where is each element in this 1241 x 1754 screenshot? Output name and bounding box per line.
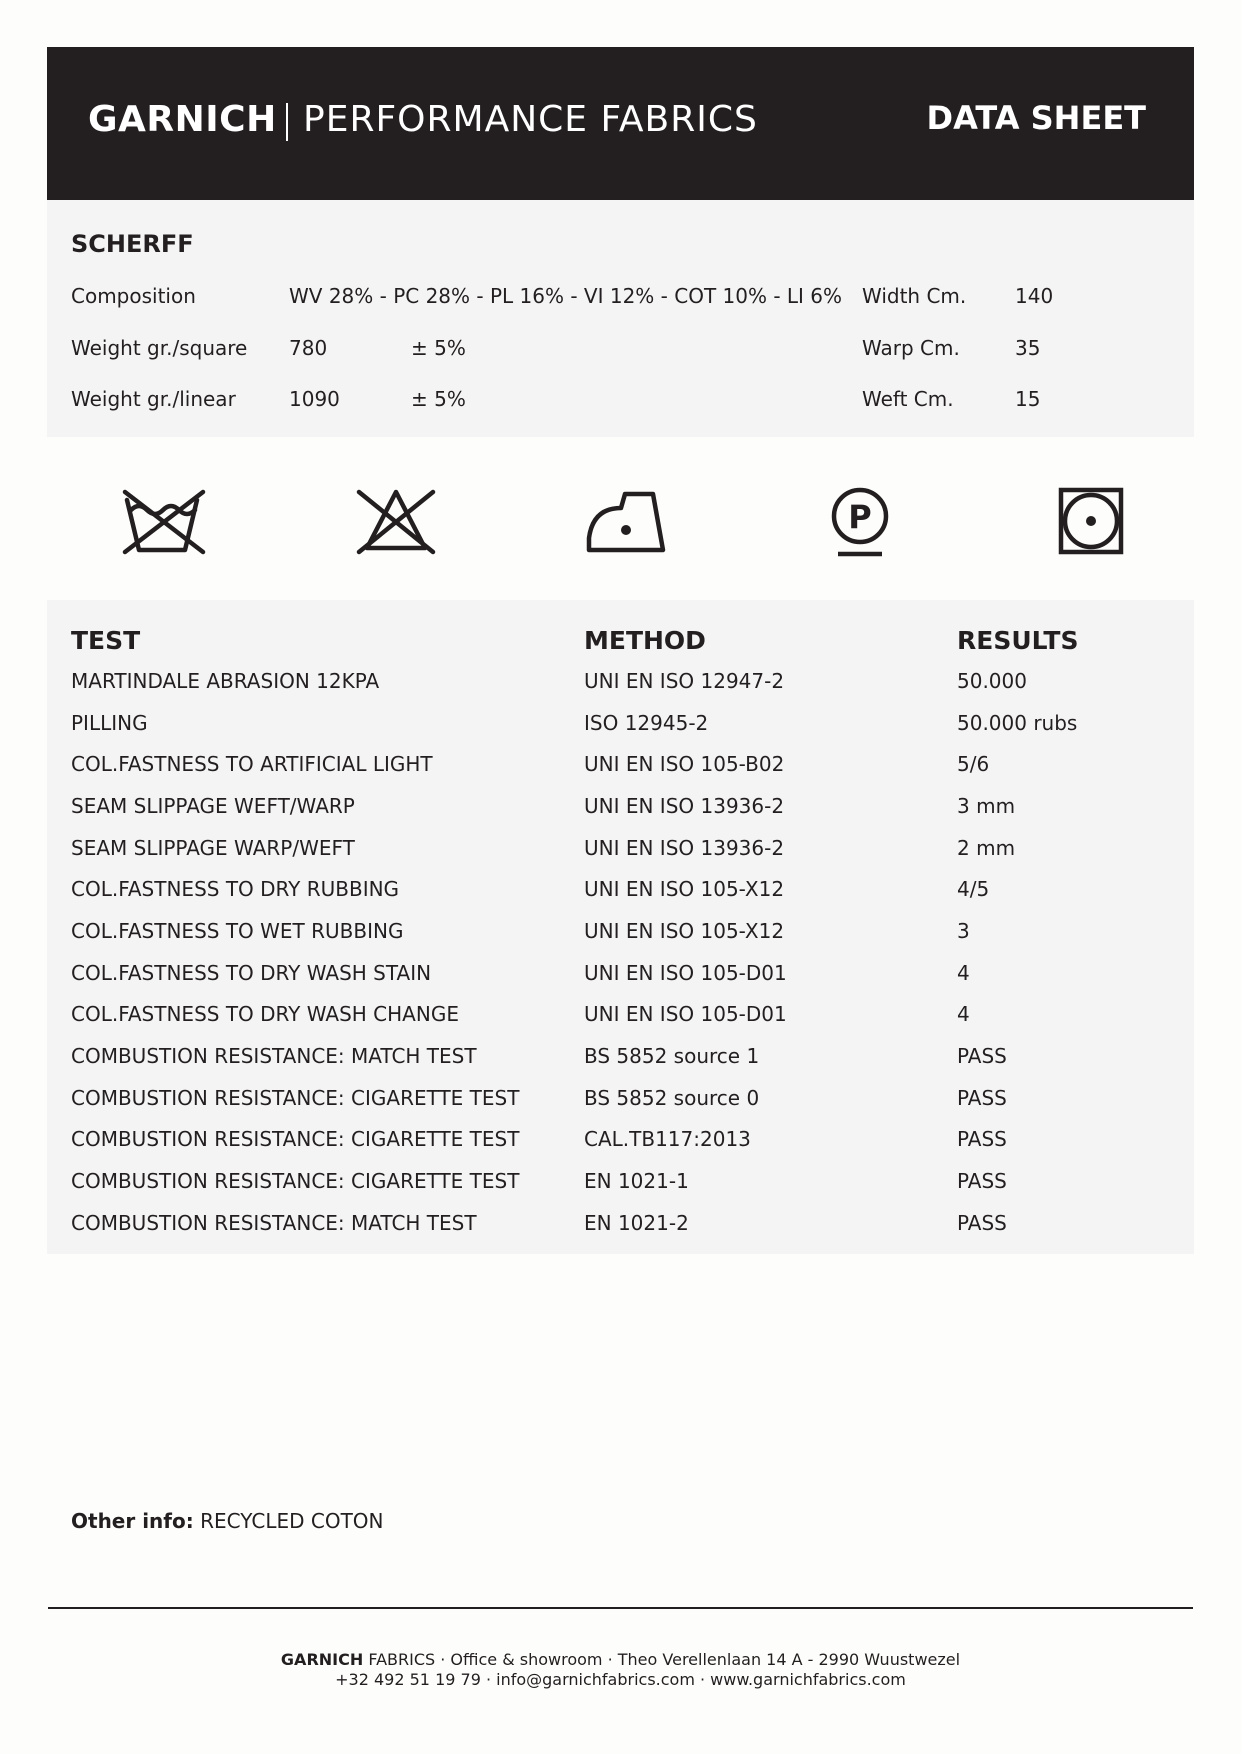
header-method: METHOD (584, 626, 706, 655)
tumble-dry-low-icon (1047, 484, 1137, 560)
warp-value: 35 (1015, 336, 1041, 360)
test-name: COL.FASTNESS TO WET RUBBING (71, 919, 404, 943)
test-name: COMBUSTION RESISTANCE: CIGARETTE TEST (71, 1169, 520, 1193)
table-row (47, 877, 1194, 919)
brand-subtitle: PERFORMANCE FABRICS (303, 99, 758, 140)
weft-label: Weft Cm. (862, 387, 954, 411)
test-result: PASS (957, 1211, 1007, 1235)
iron-low-icon (583, 484, 673, 560)
test-name: COL.FASTNESS TO DRY WASH CHANGE (71, 1002, 459, 1026)
weight-linear-label: Weight gr./linear (71, 387, 236, 411)
width-value: 140 (1015, 284, 1054, 308)
test-method: UNI EN ISO 105-B02 (584, 752, 785, 776)
test-method: UNI EN ISO 105-X12 (584, 919, 785, 943)
brand-name: GARNICH (88, 99, 277, 140)
test-result: 5/6 (957, 752, 990, 776)
weight-linear-tolerance: ± 5% (411, 387, 466, 411)
test-name: SEAM SLIPPAGE WEFT/WARP (71, 794, 355, 818)
test-name: COMBUSTION RESISTANCE: MATCH TEST (71, 1044, 477, 1068)
test-result: 2 mm (957, 836, 1016, 860)
footer-address: FABRICS · Office & showroom · Theo Verellenlaan 14 A - 2990 Wuustwezel (368, 1650, 961, 1669)
header-bar (47, 47, 1194, 200)
table-row (47, 1127, 1194, 1169)
product-spec-panel (47, 200, 1194, 437)
composition-label: Composition (71, 284, 196, 308)
weight-square-label: Weight gr./square (71, 336, 248, 360)
test-method: UNI EN ISO 12947-2 (584, 669, 785, 693)
test-method: UNI EN ISO 13936-2 (584, 794, 785, 818)
test-result: 50.000 rubs (957, 711, 1078, 735)
test-result: PASS (957, 1127, 1007, 1151)
table-row (47, 1002, 1194, 1044)
product-name: SCHERFF (71, 230, 194, 258)
other-info-label: Other info: (71, 1509, 194, 1533)
test-result: 3 mm (957, 794, 1016, 818)
footer-brand: GARNICH (280, 1650, 364, 1669)
weft-value: 15 (1015, 387, 1041, 411)
warp-label: Warp Cm. (862, 336, 960, 360)
header-results: RESULTS (957, 626, 1079, 655)
table-row (47, 752, 1194, 794)
other-info (71, 1509, 384, 1533)
test-name: MARTINDALE ABRASION 12KPA (71, 669, 380, 693)
table-row (47, 711, 1194, 753)
width-label: Width Cm. (862, 284, 967, 308)
test-name: SEAM SLIPPAGE WARP/WEFT (71, 836, 355, 860)
footer-line-1 (0, 1650, 1241, 1669)
test-method: UNI EN ISO 105-X12 (584, 877, 785, 901)
header-test: TEST (71, 626, 141, 655)
test-result: 50.000 (957, 669, 1027, 693)
weight-linear-value: 1090 (289, 387, 340, 411)
test-result: 4 (957, 1002, 970, 1026)
test-result: 4/5 (957, 877, 990, 901)
test-method: UNI EN ISO 105-D01 (584, 1002, 787, 1026)
test-name: COMBUSTION RESISTANCE: MATCH TEST (71, 1211, 477, 1235)
document-type: DATA SHEET (926, 99, 1146, 137)
table-row (47, 1169, 1194, 1211)
table-row (47, 836, 1194, 878)
test-result: 3 (957, 919, 970, 943)
table-row (47, 1086, 1194, 1128)
test-method: EN 1021-1 (584, 1169, 689, 1193)
do-not-bleach-icon (351, 484, 441, 560)
care-symbols-row (47, 437, 1194, 600)
footer-line-2: +32 492 51 19 79 · info@garnichfabrics.com · www.garnichfabrics.com (335, 1670, 906, 1689)
table-row (47, 961, 1194, 1003)
test-result: PASS (957, 1086, 1007, 1110)
weight-square-tolerance: ± 5% (411, 336, 466, 360)
test-result: 4 (957, 961, 970, 985)
table-row (47, 1211, 1194, 1253)
dry-clean-p-icon (815, 484, 905, 560)
test-name: COL.FASTNESS TO ARTIFICIAL LIGHT (71, 752, 433, 776)
test-name: COMBUSTION RESISTANCE: CIGARETTE TEST (71, 1086, 520, 1110)
test-method: BS 5852 source 1 (584, 1044, 760, 1068)
composition-value: WV 28% - PC 28% - PL 16% - VI 12% - COT 10% - LI 6% (289, 284, 843, 308)
table-row (47, 794, 1194, 836)
test-result: PASS (957, 1169, 1007, 1193)
table-row (47, 919, 1194, 961)
test-name: PILLING (71, 711, 148, 735)
test-method: EN 1021-2 (584, 1211, 689, 1235)
test-method: BS 5852 source 0 (584, 1086, 760, 1110)
do-not-wash-icon (119, 484, 209, 560)
test-method: UNI EN ISO 105-D01 (584, 961, 787, 985)
table-row (47, 669, 1194, 711)
test-method: ISO 12945-2 (584, 711, 709, 735)
svg-text:P: P (848, 498, 872, 536)
other-info-value: RECYCLED COTON (200, 1509, 384, 1533)
footer-divider (48, 1607, 1193, 1609)
test-method: CAL.TB117:2013 (584, 1127, 751, 1151)
test-method: UNI EN ISO 13936-2 (584, 836, 785, 860)
table-row (47, 1044, 1194, 1086)
test-name: COL.FASTNESS TO DRY RUBBING (71, 877, 400, 901)
test-name: COL.FASTNESS TO DRY WASH STAIN (71, 961, 432, 985)
brand-divider (286, 103, 288, 141)
test-name: COMBUSTION RESISTANCE: CIGARETTE TEST (71, 1127, 520, 1151)
test-result: PASS (957, 1044, 1007, 1068)
weight-square-value: 780 (289, 336, 328, 360)
test-results-table (47, 600, 1194, 1254)
